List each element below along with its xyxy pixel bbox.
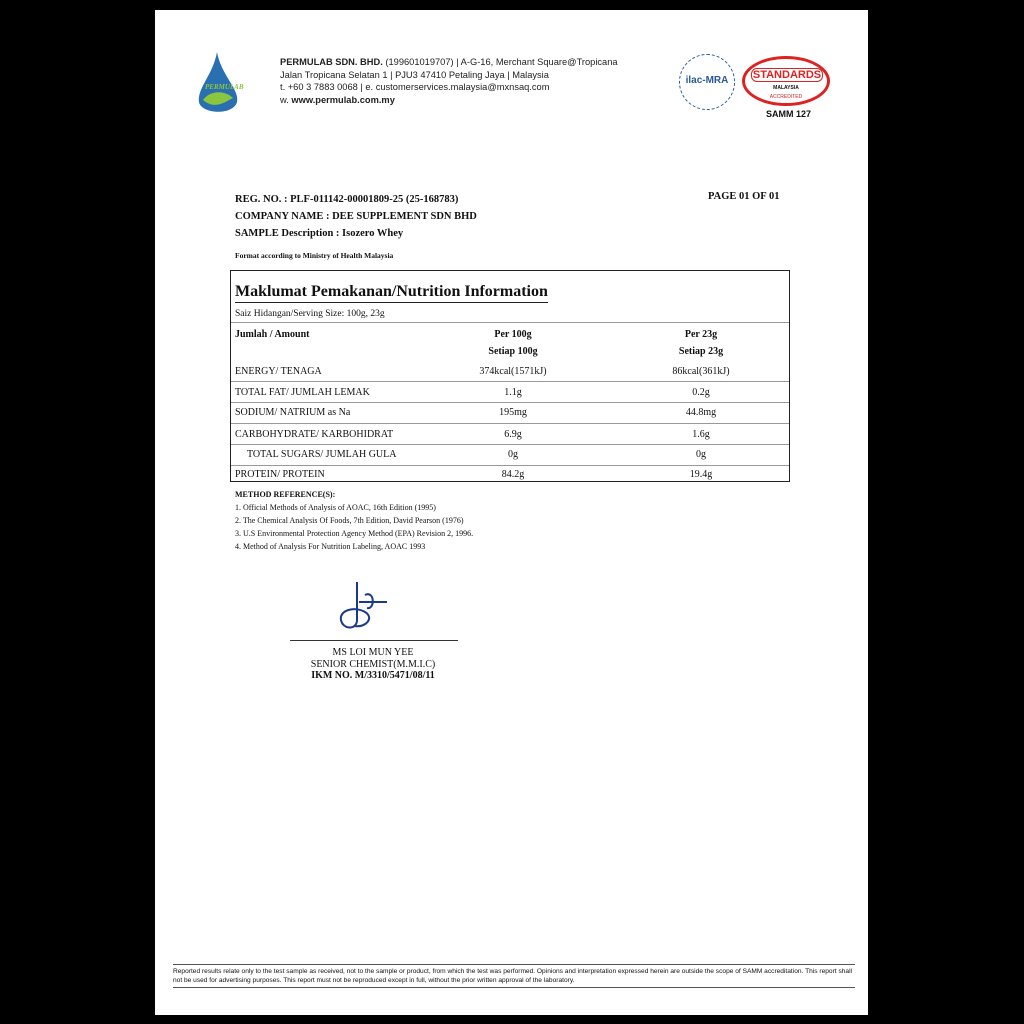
accredited-text: ACCREDITED [769,94,803,100]
method-item: 4. Method of Analysis For Nutrition Labeling, AOAC 1993 [235,542,426,551]
signatory-ikm: IKM NO. M/3310/5471/08/11 [311,670,435,681]
company-name: COMPANY NAME : DEE SUPPLEMENT SDN BHD [235,211,477,222]
signature [335,580,390,635]
standards-malaysia-logo [742,56,830,106]
serving-size: Saiz Hidangan/Serving Size: 100g, 23g [235,309,385,319]
method-item: 3. U.S Environmental Protection Agency Method (EPA) Revision 2, 1996. [235,529,474,538]
methods-title: METHOD REFERENCE(S): [235,490,336,499]
row-value-23g: 0.2g [692,387,710,398]
page-number: PAGE 01 OF 01 [708,191,780,202]
report-page [155,10,868,1015]
nutrition-title: Maklumat Pemakanan/Nutrition Information [235,283,548,303]
report-info [235,191,477,242]
standards-text: STANDARDS [752,69,822,81]
sample-description: SAMPLE Description : Isozero Whey [235,228,404,239]
lab-contact: t. +60 3 7883 0068 | e. customerservices.malaysia@mxnsaq.com [280,82,550,92]
signatory-block [273,647,473,682]
row-value-100g: 6.9g [504,429,522,440]
row-label: TOTAL FAT/ JUMLAH LEMAK [235,387,370,398]
row-value-23g: 0g [696,449,706,460]
row-value-23g: 86kcal(361kJ) [672,366,730,377]
lab-address: (199601019707) | A-G-16, Merchant Square@Tropicana [382,57,618,67]
footer-disclaimer: Reported results relate only to the test sample as received, not to the sample or product, from which the test was performed. Opinions and interpretation expressed herein are outside the scope of SAMM accreditation. This report shall not be used for advertising purposes. This report must not be reproduced except in full, without the prior written approval of the laboratory. [173,964,855,988]
row-value-100g: 0g [508,449,518,460]
web-prefix: w. [280,94,292,105]
lab-header [280,56,618,106]
row-label: PROTEIN/ PROTEIN [235,469,325,480]
lab-website: www.permulab.com.my [291,94,395,105]
standards-sub: MALAYSIA [773,85,799,91]
ilac-mra-logo [679,54,735,110]
ilac-text: ilac-MRA [685,75,729,86]
nutrition-table [230,270,790,482]
row-value-23g: 44.8mg [685,407,717,418]
signature-line [290,640,458,641]
signatory-title: SENIOR CHEMIST(M.M.I.C) [310,658,436,670]
row-value-100g: 1.1g [504,387,522,398]
row-label: ENERGY/ TENAGA [235,366,322,377]
row-value-100g: 195mg [499,407,527,418]
logo-text: PERMULAB [205,83,244,91]
method-references [235,488,473,553]
col-setiap-100g: Setiap 100g [488,346,538,357]
row-value-100g: 374kcal(1571kJ) [479,366,547,377]
col-per-23g: Per 23g [684,329,718,340]
row-label: SODIUM/ NATRIUM as Na [235,407,351,418]
row-value-23g: 1.6g [692,429,710,440]
col-per-100g: Per 100g [494,329,532,340]
row-label: TOTAL SUGARS/ JUMLAH GULA [247,449,397,460]
method-item: 2. The Chemical Analysis Of Foods, 7th Edition, David Pearson (1976) [235,516,464,525]
method-item: 1. Official Methods of Analysis of AOAC, 16th Edition (1995) [235,503,436,512]
reg-no: REG. NO. : PLF-011142-00001809-25 (25-168783) [235,194,459,205]
row-label: CARBOHYDRATE/ KARBOHIDRAT [235,429,394,440]
row-value-100g: 84.2g [501,469,525,480]
lab-address-2: Jalan Tropicana Selatan 1 | PJU3 47410 Petaling Jaya | Malaysia [280,69,549,80]
row-value-23g: 19.4g [689,469,713,480]
format-note: Format according to Ministry of Health Malaysia [235,251,394,260]
signatory-name: MS LOI MUN YEE [332,647,414,658]
lab-name: PERMULAB SDN. BHD. [280,57,383,67]
samm-number: SAMM 127 [766,109,812,119]
col-setiap-23g: Setiap 23g [678,346,724,357]
amount-label: Jumlah / Amount [235,329,310,340]
